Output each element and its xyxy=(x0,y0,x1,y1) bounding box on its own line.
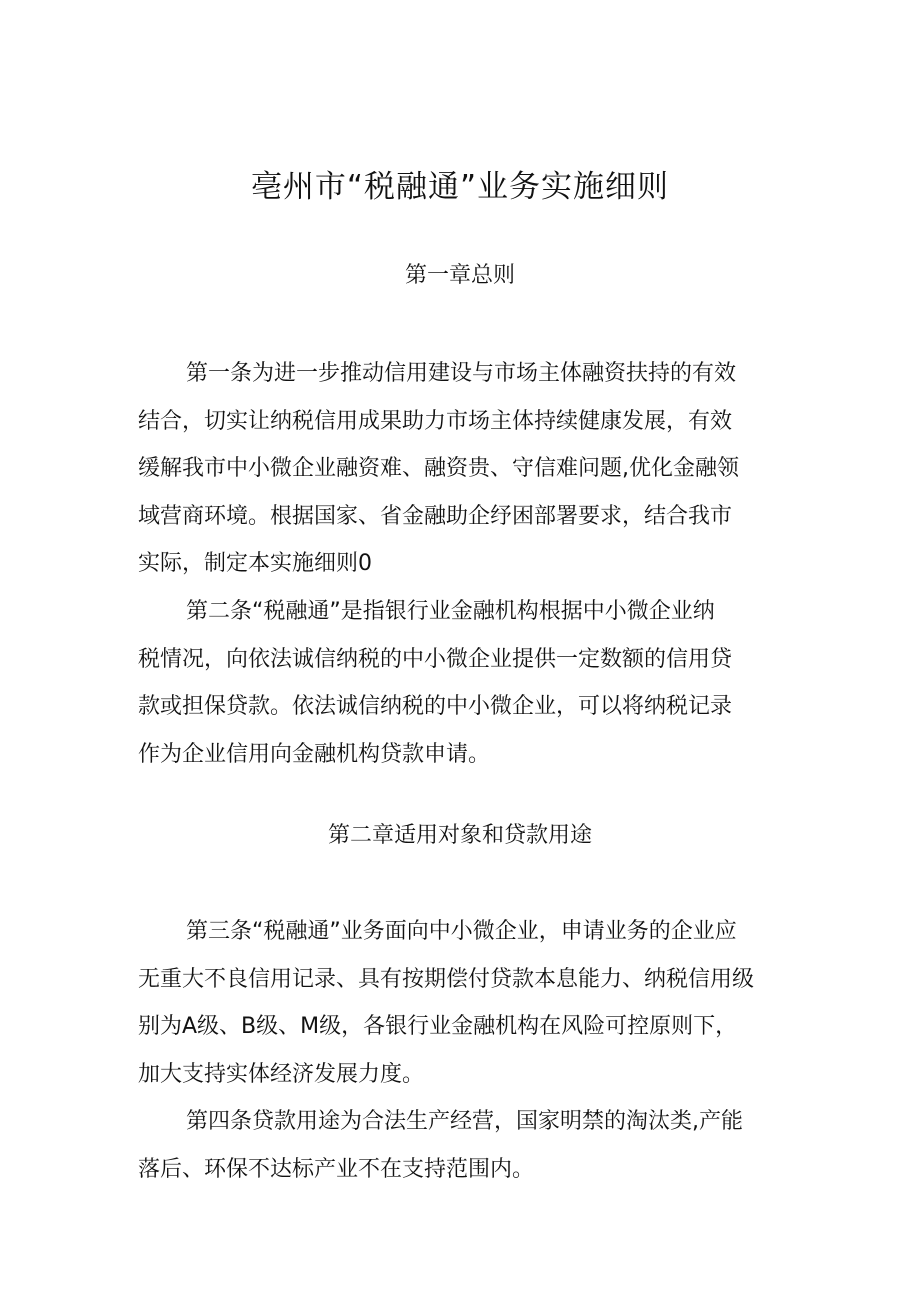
article-2-paragraph xyxy=(138,588,788,778)
paragraph-line: 落后、环保不达标产业不在支持范围内。 xyxy=(138,1156,535,1182)
paragraph-line: 作为企业信用向金融机构贷款申请。 xyxy=(138,741,491,767)
article-3-paragraph xyxy=(138,908,788,1098)
paragraph-line: 第二条“税融通”是指银行业金融机构根据中小微企业纳 xyxy=(186,599,715,624)
paragraph-line: 款或担保贷款。依法诚信纳税的中小微企业，可以将纳税记录 xyxy=(138,694,733,719)
paragraph-line: 加大支持实体经济发展力度。 xyxy=(138,1061,425,1087)
paragraph-line: 域营商环境。根据国家、省金融助企纾困部署要求，结合我市 xyxy=(138,503,733,529)
document-title: 亳州市“税融通”业务实施细则 xyxy=(250,169,670,205)
chapter-heading-1: 第一章总则 xyxy=(404,263,515,288)
paragraph-line: 第四条贷款用途为合法生产经营，国家明禁的淘汰类,产能 xyxy=(186,1109,743,1134)
paragraph-line: 第三条“税融通”业务面向中小微企业，申请业务的企业应 xyxy=(186,919,737,944)
article-1-paragraph xyxy=(138,350,788,588)
article-4-paragraph xyxy=(138,1098,788,1193)
paragraph-line: 别为A级、B级、M级，各银行业金融机构在风险可控原则下， xyxy=(138,1014,738,1039)
paragraph-line: 实际，制定本实施细则0 xyxy=(138,551,372,576)
paragraph-line: 无重大不良信用记录、具有按期偿付贷款本息能力、纳税信用级 xyxy=(138,966,755,992)
paragraph-line: 缓解我市中小微企业融资难、融资贵、守信难问题,优化金融领 xyxy=(138,456,739,481)
chapter-heading-2: 第二章适用对象和贷款用途 xyxy=(327,823,592,848)
paragraph-line: 税情况，向依法诚信纳税的中小微企业提供一定数额的信用贷 xyxy=(138,646,733,672)
paragraph-line: 结合，切实让纳税信用成果助力市场主体持续健康发展，有效 xyxy=(138,408,733,434)
paragraph-line: 第一条为进一步推动信用建设与市场主体融资扶持的有效 xyxy=(186,361,737,386)
